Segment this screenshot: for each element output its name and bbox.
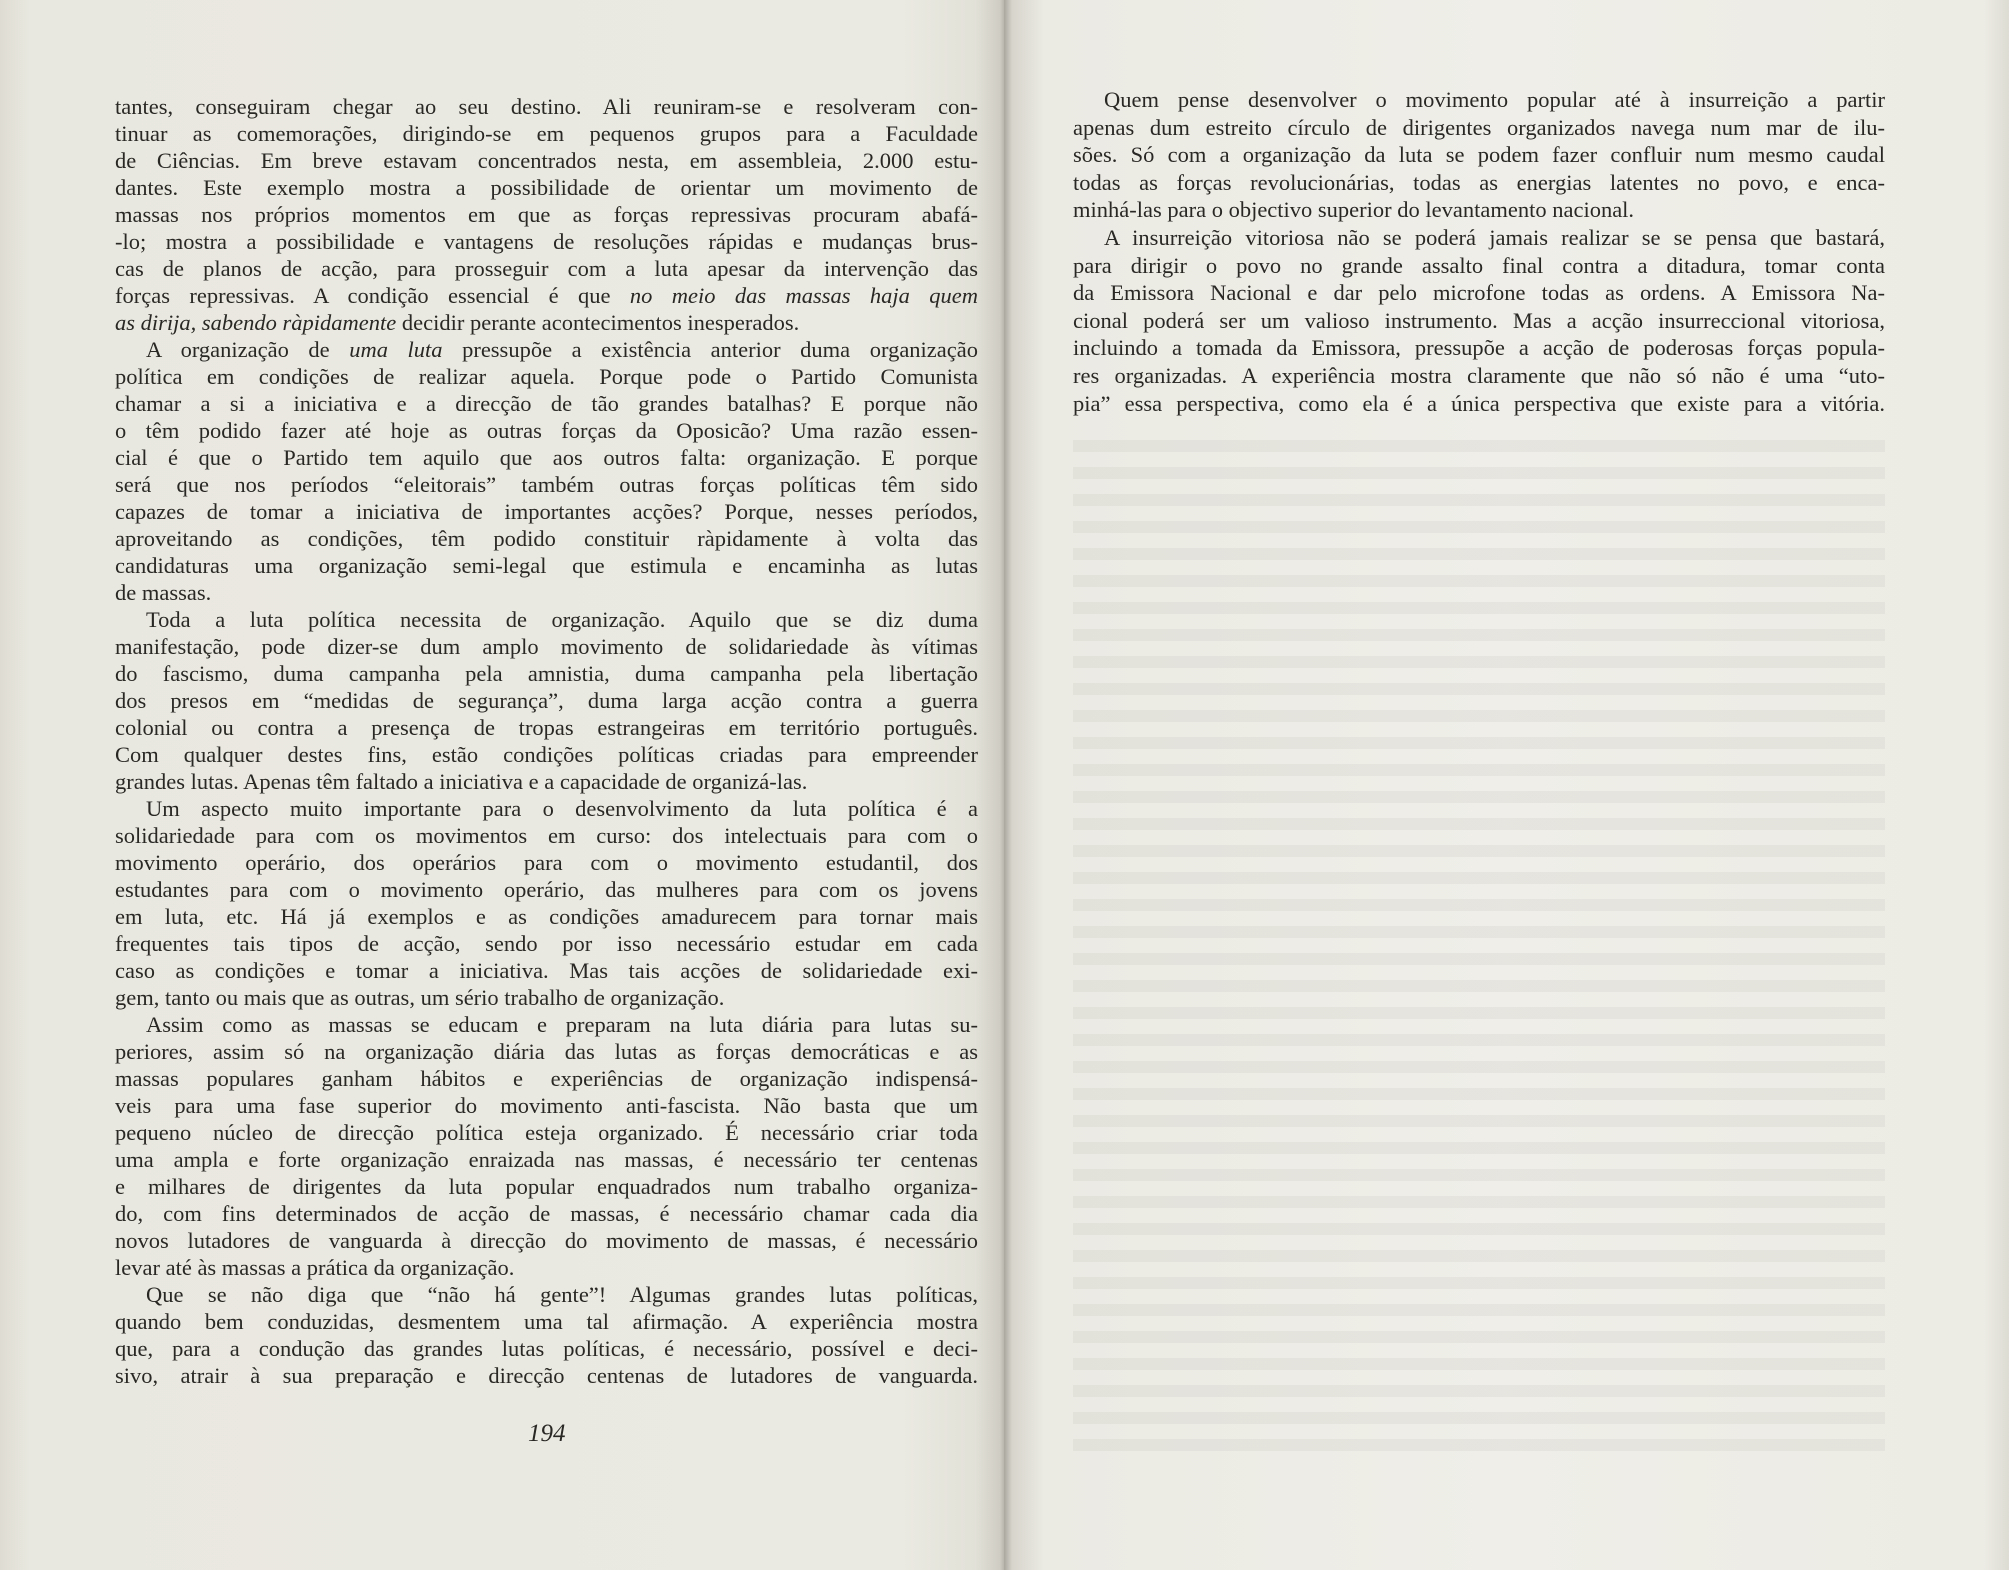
text-segment: levar até às massas a prática da organização. bbox=[115, 1255, 515, 1280]
text-line bbox=[1073, 141, 1885, 169]
text-line bbox=[115, 444, 978, 471]
text-segment: da Emissora Nacional e dar pelo microfone todas as ordens. A Emissora Na- bbox=[1073, 280, 1885, 306]
text-segment: de massas. bbox=[115, 580, 212, 605]
text-line bbox=[1073, 224, 1885, 252]
text-segment: incluindo a tomada da Emissora, pressupõe a acção de poderosas forças popula- bbox=[1073, 335, 1885, 361]
text-line bbox=[115, 1038, 978, 1065]
paragraph bbox=[115, 336, 978, 606]
text-segment: todas as forças revolucionárias, todas as energias latentes no povo, e enca- bbox=[1073, 169, 1885, 195]
text-segment: pia” essa perspectiva, como ela é a única perspectiva que existe para a vitória. bbox=[1073, 390, 1885, 416]
text-segment: de Ciências. Em breve estavam concentrados nesta, em assembleia, 2.000 estu- bbox=[115, 148, 978, 173]
text-segment: massas populares ganham hábitos e experiências de organização indispensá- bbox=[115, 1066, 978, 1091]
text-line bbox=[115, 363, 978, 390]
text-segment: A insurreição vitoriosa não se poderá jamais realizar se se pensa que bastará, bbox=[1104, 224, 1885, 250]
text-line bbox=[115, 930, 978, 957]
text-line bbox=[115, 984, 978, 1011]
text-segment: dantes. Este exemplo mostra a possibilidade de orientar um movimento de bbox=[115, 175, 978, 200]
text-line bbox=[115, 822, 978, 849]
text-line bbox=[115, 552, 978, 579]
text-segment: aproveitando as condições, têm podido constituir ràpidamente à volta das bbox=[115, 526, 978, 551]
italic-text: as dirija, sabendo ràpidamente bbox=[115, 310, 397, 335]
text-line bbox=[1073, 86, 1885, 114]
text-segment: res organizadas. A experiência mostra claramente que não só não é uma “uto- bbox=[1073, 362, 1885, 388]
paragraph bbox=[1073, 224, 1885, 417]
text-line bbox=[115, 201, 978, 228]
left-page bbox=[0, 0, 1004, 1570]
text-segment: do, com fins determinados de acção de massas, é necessário chamar cada dia bbox=[115, 1201, 978, 1226]
text-line bbox=[115, 1200, 978, 1227]
text-line bbox=[115, 1011, 978, 1038]
text-line bbox=[115, 687, 978, 714]
text-segment: capazes de tomar a iniciativa de importantes acções? Porque, nesses períodos, bbox=[115, 499, 978, 524]
text-line bbox=[115, 525, 978, 552]
text-segment: pequeno núcleo de direcção política esteja organizado. É necessário criar toda bbox=[115, 1120, 978, 1145]
text-line bbox=[115, 309, 978, 336]
text-line bbox=[115, 606, 978, 633]
text-segment: massas nos próprios momentos em que as forças repressivas procuram abafá- bbox=[115, 202, 978, 227]
text-line bbox=[115, 336, 978, 363]
text-line bbox=[1073, 390, 1885, 418]
text-segment: estudantes para com o movimento operário, das mulheres para com os jovens bbox=[115, 877, 978, 902]
text-line bbox=[115, 660, 978, 687]
text-segment: Que se não diga que “não há gente”! Algumas grandes lutas políticas, bbox=[146, 1282, 978, 1307]
text-segment: candidaturas uma organização semi-legal que estimula e encaminha as lutas bbox=[115, 553, 978, 578]
text-segment: o têm podido fazer até hoje as outras forças da Oposicão? Uma razão essen- bbox=[115, 418, 978, 443]
text-line bbox=[115, 93, 978, 120]
text-segment: forças repressivas. A condição essencial é que bbox=[115, 283, 630, 308]
right-page-body-text bbox=[1073, 86, 1885, 417]
text-line bbox=[115, 1308, 978, 1335]
text-segment: em luta, etc. Há já exemplos e as condições amadurecem para tornar mais bbox=[115, 904, 978, 929]
paragraph bbox=[115, 1281, 978, 1389]
text-line bbox=[115, 795, 978, 822]
text-segment: Com qualquer destes fins, estão condições políticas criadas para empreender bbox=[115, 742, 978, 767]
text-line bbox=[115, 498, 978, 525]
paragraph bbox=[1073, 86, 1885, 224]
text-segment: caso as condições e tomar a iniciativa. Mas tais acções de solidariedade exi- bbox=[115, 958, 978, 983]
text-line bbox=[115, 390, 978, 417]
text-line bbox=[115, 876, 978, 903]
text-segment: e milhares de dirigentes da luta popular enquadrados num trabalho organiza- bbox=[115, 1174, 978, 1199]
bleed-through-text bbox=[1073, 440, 1885, 1460]
text-segment: periores, assim só na organização diária das lutas as forças democráticas e as bbox=[115, 1039, 978, 1064]
text-segment: que, para a condução das grandes lutas políticas, é necessário, possível e deci- bbox=[115, 1336, 978, 1361]
text-line bbox=[115, 1173, 978, 1200]
text-segment: solidariedade para com os movimentos em curso: dos intelectuais para com o bbox=[115, 823, 978, 848]
text-segment: quando bem conduzidas, desmentem uma tal afirmação. A experiência mostra bbox=[115, 1309, 978, 1334]
left-page-body-text bbox=[115, 93, 978, 1389]
text-segment: movimento operário, dos operários para com o movimento estudantil, dos bbox=[115, 850, 978, 875]
text-line bbox=[1073, 196, 1885, 224]
text-segment: para dirigir o povo no grande assalto final contra a ditadura, tomar conta bbox=[1073, 252, 1885, 278]
text-line bbox=[115, 579, 978, 606]
text-line bbox=[115, 174, 978, 201]
text-line bbox=[115, 1362, 978, 1389]
text-segment: cas de planos de acção, para prosseguir com a luta apesar da intervenção das bbox=[115, 256, 978, 281]
text-line bbox=[115, 768, 978, 795]
text-line bbox=[1073, 114, 1885, 142]
paragraph bbox=[115, 795, 978, 1011]
paragraph bbox=[115, 1011, 978, 1281]
text-line bbox=[1073, 362, 1885, 390]
text-line bbox=[115, 1119, 978, 1146]
text-line bbox=[115, 228, 978, 255]
paragraph bbox=[115, 93, 978, 336]
text-line bbox=[115, 957, 978, 984]
text-line bbox=[115, 471, 978, 498]
text-segment: cional poderá ser um valioso instrumento. Mas a acção insurreccional vitoriosa, bbox=[1073, 307, 1885, 333]
text-line bbox=[115, 1092, 978, 1119]
text-line bbox=[115, 714, 978, 741]
page-number: 194 bbox=[528, 1420, 566, 1447]
text-segment: cial é que o Partido tem aquilo que aos outros falta: organização. E porque bbox=[115, 445, 978, 470]
text-line bbox=[115, 1281, 978, 1308]
text-line bbox=[115, 417, 978, 444]
text-line bbox=[1073, 307, 1885, 335]
text-line bbox=[1073, 334, 1885, 362]
text-line bbox=[115, 120, 978, 147]
text-line bbox=[115, 1254, 978, 1281]
text-segment: A organização de bbox=[146, 337, 350, 362]
text-segment: Assim como as massas se educam e preparam na luta diária para lutas su- bbox=[146, 1012, 978, 1037]
text-line bbox=[1073, 279, 1885, 307]
text-segment: Quem pense desenvolver o movimento popular até à insurreição a partir bbox=[1104, 87, 1885, 112]
text-segment: grandes lutas. Apenas têm faltado a iniciativa e a capacidade de organizá-las. bbox=[115, 769, 808, 794]
text-segment: decidir perante acontecimentos inesperados. bbox=[396, 310, 800, 335]
text-segment: pressupõe a existência anterior duma organização bbox=[442, 337, 979, 362]
text-segment: novos lutadores de vanguarda à direcção do movimento de massas, é necessário bbox=[115, 1228, 978, 1253]
text-line bbox=[115, 282, 978, 309]
text-line bbox=[115, 633, 978, 660]
text-segment: manifestação, pode dizer-se dum amplo movimento de solidariedade às vítimas bbox=[115, 634, 978, 659]
text-segment: apenas dum estreito círculo de dirigentes organizados navega num mar de ilu- bbox=[1073, 114, 1885, 140]
text-line bbox=[115, 849, 978, 876]
text-line bbox=[115, 1227, 978, 1254]
text-line bbox=[115, 147, 978, 174]
text-line bbox=[1073, 169, 1885, 197]
text-segment: uma ampla e forte organização enraizada nas massas, é necessário ter centenas bbox=[115, 1147, 978, 1172]
text-segment: do fascismo, duma campanha pela amnistia, duma campanha pela libertação bbox=[115, 661, 978, 686]
text-segment: frequentes tais tipos de acção, sendo por isso necessário estudar em cada bbox=[115, 931, 978, 956]
text-segment: Toda a luta política necessita de organização. Aquilo que se diz duma bbox=[146, 607, 978, 632]
text-line bbox=[115, 1146, 978, 1173]
text-segment: minhá-las para o objectivo superior do levantamento nacional. bbox=[1073, 197, 1635, 223]
text-segment: colonial ou contra a presença de tropas estrangeiras em território português. bbox=[115, 715, 978, 740]
text-segment: Um aspecto muito importante para o desenvolvimento da luta política é a bbox=[146, 796, 978, 821]
text-segment: chamar a si a iniciativa e a direcção de tão grandes batalhas? E porque não bbox=[115, 391, 978, 416]
text-segment: veis para uma fase superior do movimento anti-fascista. Não basta que um bbox=[115, 1093, 978, 1118]
text-line bbox=[1073, 252, 1885, 280]
text-line bbox=[115, 255, 978, 282]
text-segment: dos presos em “medidas de segurança”, duma larga acção contra a guerra bbox=[115, 688, 978, 713]
text-segment: gem, tanto ou mais que as outras, um sério trabalho de organização. bbox=[115, 985, 725, 1010]
text-segment: tantes, conseguiram chegar ao seu destino. Ali reuniram-se e resolveram con- bbox=[115, 94, 978, 119]
text-line bbox=[115, 1335, 978, 1362]
text-segment: -lo; mostra a possibilidade e vantagens de resoluções rápidas e mudanças brus- bbox=[115, 229, 978, 254]
text-segment: tinuar as comemorações, dirigindo-se em pequenos grupos para a Faculdade bbox=[115, 121, 978, 146]
italic-text: uma luta bbox=[349, 337, 443, 362]
text-segment: política em condições de realizar aquela. Porque pode o Partido Comunista bbox=[115, 364, 978, 389]
text-line bbox=[115, 1065, 978, 1092]
paragraph bbox=[115, 606, 978, 795]
text-segment: será que nos períodos “eleitorais” também outras forças políticas têm sido bbox=[115, 472, 978, 497]
text-line bbox=[115, 741, 978, 768]
text-segment: sões. Só com a organização da luta se podem fazer confluir num mesmo caudal bbox=[1073, 142, 1885, 168]
text-line bbox=[115, 903, 978, 930]
text-segment: sivo, atrair à sua preparação e direcção centenas de lutadores de vanguarda. bbox=[115, 1363, 978, 1388]
right-page bbox=[1004, 0, 2009, 1570]
italic-text: no meio das massas haja quem bbox=[629, 283, 978, 308]
